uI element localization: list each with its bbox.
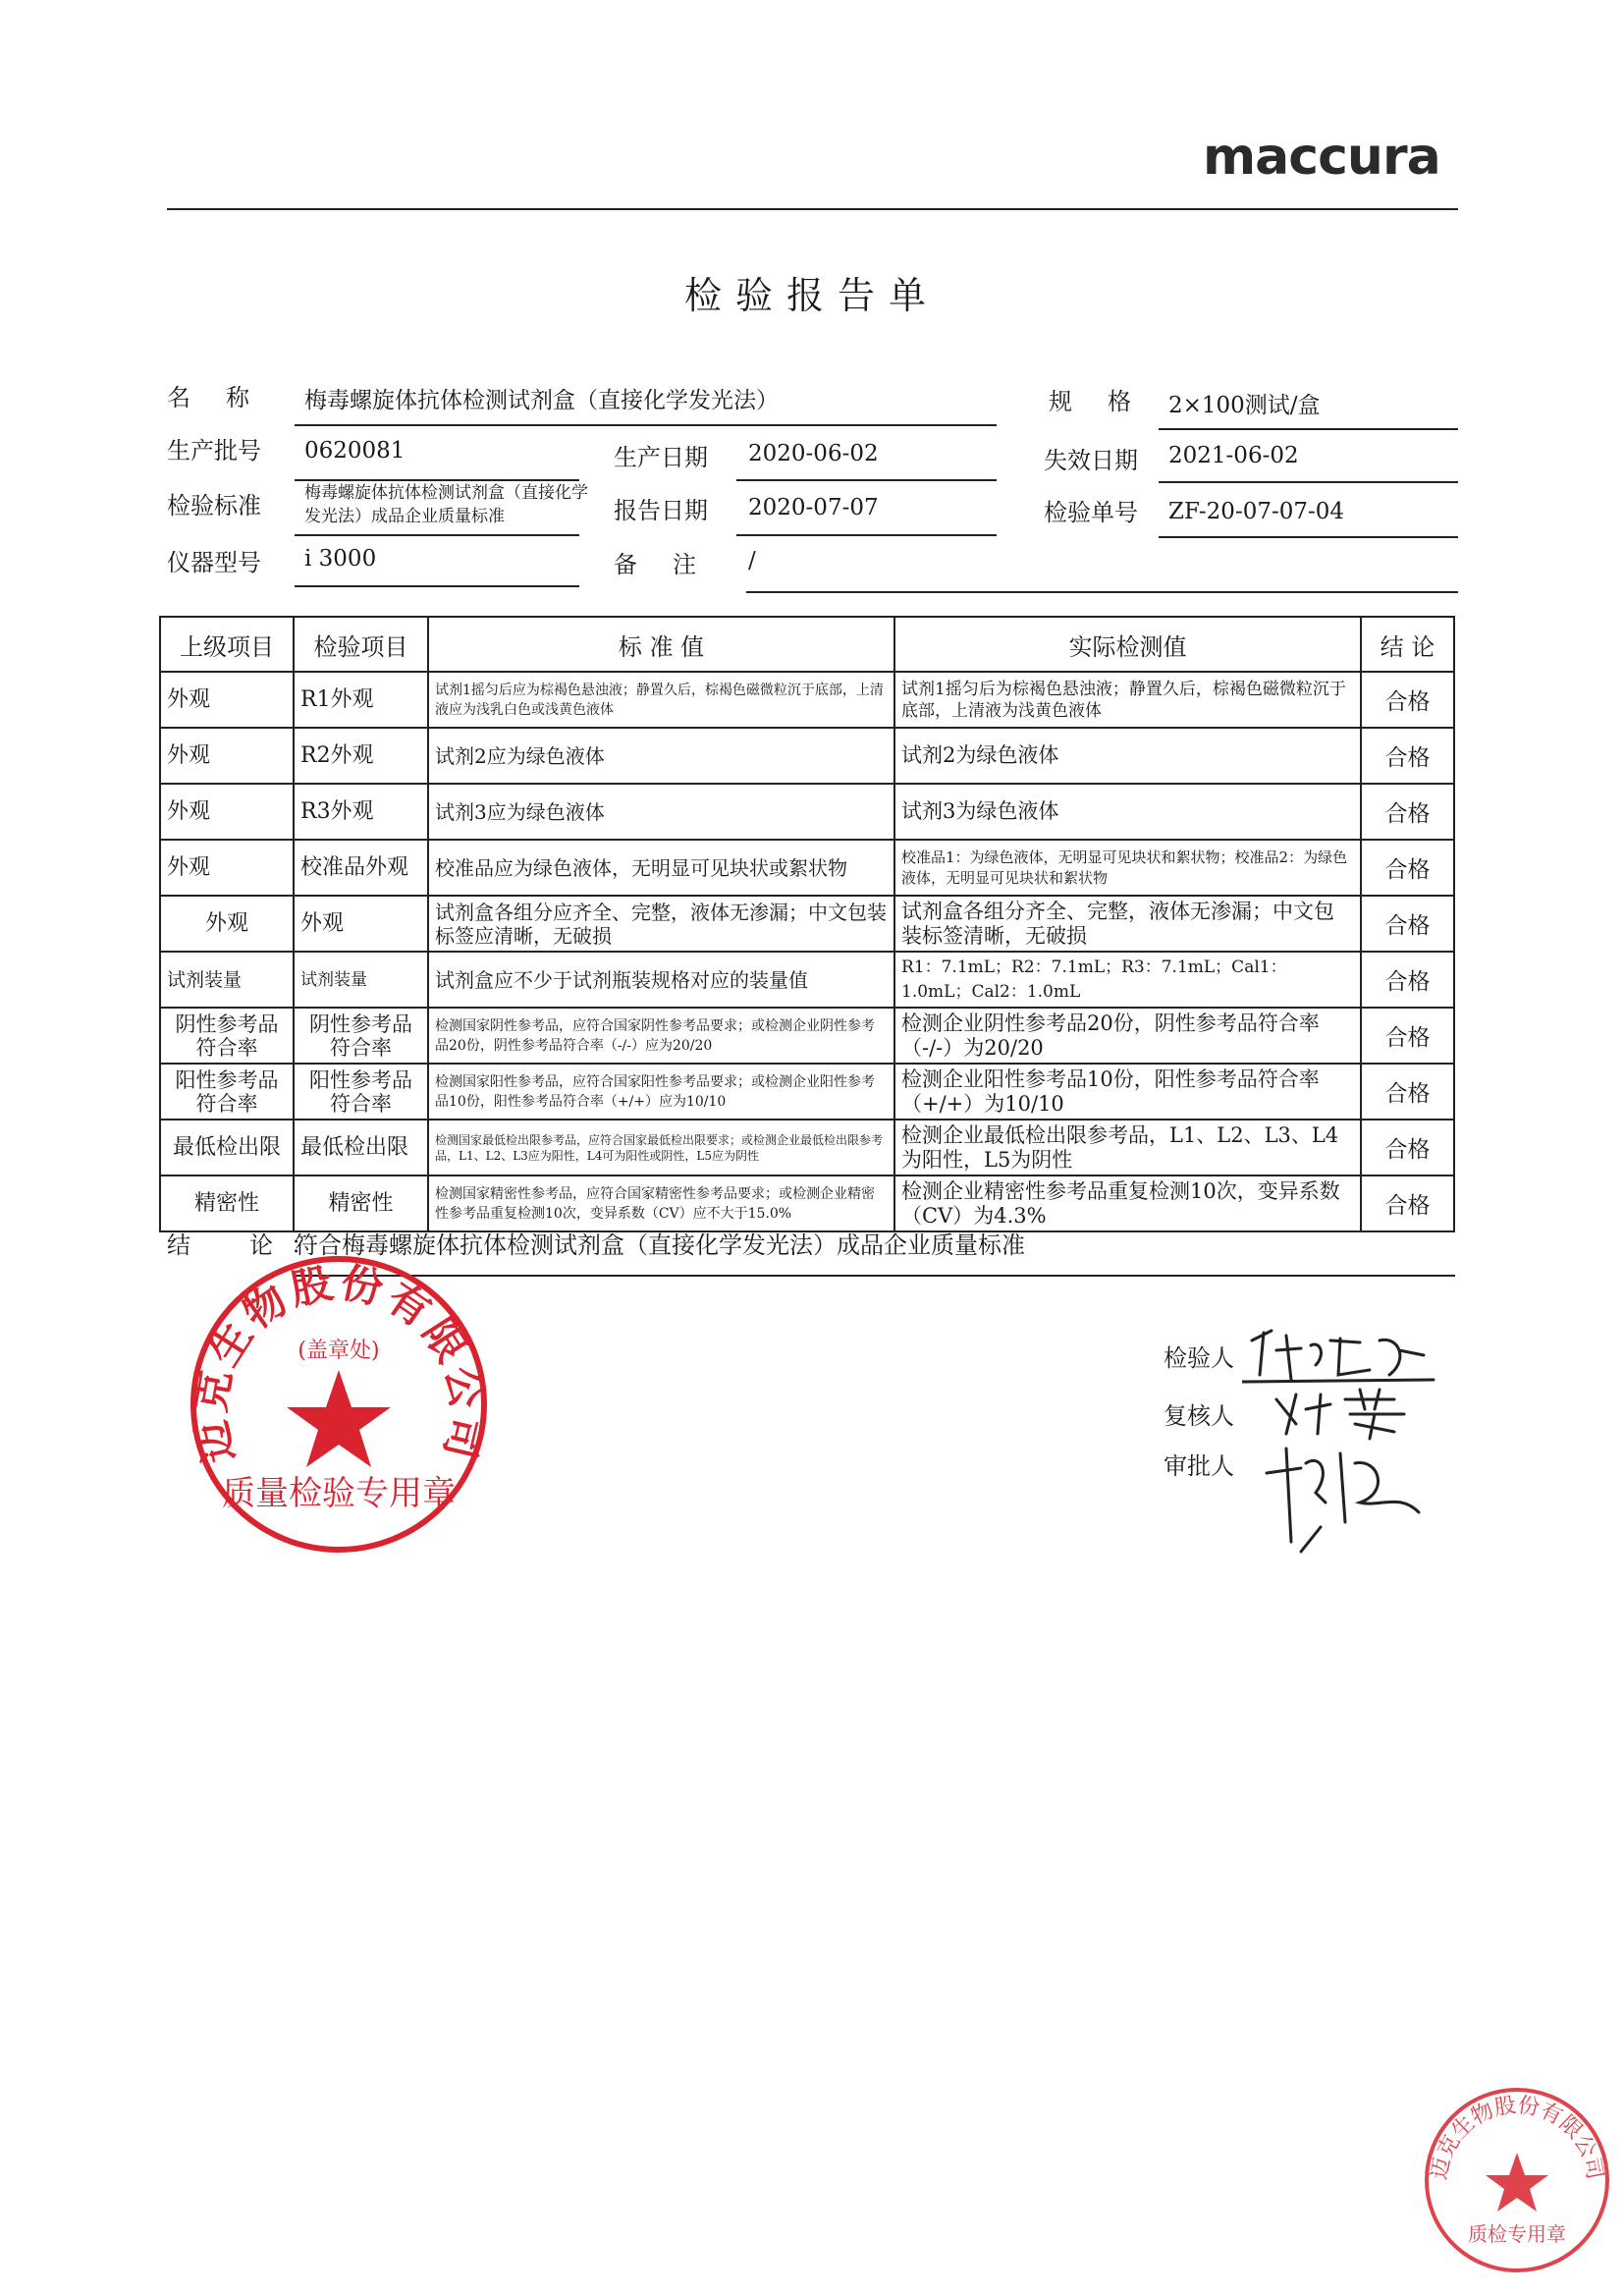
seal-center-text: (盖章处) (298, 1339, 380, 1363)
instrument-label: 仪器型号 (167, 549, 261, 576)
prod-date-label: 生产日期 (614, 444, 708, 471)
cell-result: 合格 (1361, 1175, 1454, 1231)
cell-result: 合格 (1361, 672, 1454, 728)
cell-actual: 试剂1摇匀后为棕褐色悬浊液；静置久后，棕褐色磁微粒沉于底部，上清液为浅黄色液体 (894, 672, 1361, 728)
cell-item: 阴性参考品符合率 (294, 1008, 428, 1064)
signature-inspector (1242, 1321, 1438, 1390)
cell-parent: 外观 (160, 672, 294, 728)
cell-standard: 试剂1摇匀后应为棕褐色悬浊液；静置久后，棕褐色磁微粒沉于底部，上清液应为浅乳白色或浅黄色液体 (428, 672, 894, 728)
remark-underline (746, 591, 1458, 593)
cell-result: 合格 (1361, 1064, 1454, 1120)
cell-actual: 检测企业精密性参考品重复检测10次，变异系数（CV）为4.3% (894, 1175, 1361, 1231)
cell-actual: 检测企业阳性参考品10份，阳性参考品符合率（+/+）为10/10 (894, 1064, 1361, 1120)
inspection-table (159, 616, 1455, 1232)
cell-standard: 试剂2应为绿色液体 (428, 728, 894, 784)
cell-actual: 检测企业最低检出限参考品，L1、L2、L3、L4为阳性，L5为阴性 (894, 1120, 1361, 1175)
cell-actual: 试剂盒各组分齐全、完整，液体无渗漏；中文包装标签清晰，无破损 (894, 896, 1361, 952)
std-underline (295, 534, 579, 536)
cell-standard: 试剂盒各组分应齐全、完整，液体无渗漏；中文包装标签应清晰，无破损 (428, 896, 894, 952)
batch-value: 0620081 (304, 438, 406, 464)
cell-standard: 试剂盒应不少于试剂瓶装规格对应的装量值 (428, 952, 894, 1008)
conclusion-value: 符合梅毒螺旋体抗体检测试剂盒（直接化学发光法）成品企业质量标准 (295, 1231, 1025, 1259)
stamp-company-text: 迈克生物股份有限公司 (1427, 2093, 1607, 2182)
cell-item: 外观 (294, 896, 428, 952)
cell-actual: 试剂3为绿色液体 (894, 784, 1361, 840)
conclusion-label: 结 论： (167, 1231, 332, 1259)
table-row (160, 1175, 1454, 1231)
report-no-label: 检验单号 (1044, 499, 1138, 526)
header-standard: 标 准 值 (428, 617, 894, 672)
header-divider (167, 208, 1458, 210)
exp-date-label: 失效日期 (1044, 447, 1138, 474)
cell-parent: 试剂装量 (160, 952, 294, 1008)
cell-result: 合格 (1361, 952, 1454, 1008)
std-value: 梅毒螺旋体抗体检测试剂盒（直接化学发光法）成品企业质量标准 (304, 483, 588, 526)
header-item: 检验项目 (294, 617, 428, 672)
cell-parent: 外观 (160, 728, 294, 784)
stamp-bottom-text: 质检专用章 (1468, 2222, 1566, 2246)
table-row (160, 1008, 1454, 1064)
cell-actual: 检测企业阴性参考品20份，阴性参考品符合率（-/-）为20/20 (894, 1008, 1361, 1064)
company-logo: maccura (1203, 128, 1440, 187)
exp-date-value: 2021-06-02 (1168, 443, 1299, 468)
stamp-star-icon (1486, 2153, 1548, 2212)
name-underline (295, 424, 997, 426)
remark-label: 备 注 (614, 551, 702, 578)
company-seal (182, 1247, 496, 1561)
cell-item: 最低检出限 (294, 1120, 428, 1175)
cell-parent: 外观 (160, 896, 294, 952)
spec-label: 规 格 (1049, 388, 1137, 415)
cell-parent: 外观 (160, 840, 294, 896)
report-date-underline (736, 534, 997, 536)
batch-label: 生产批号 (167, 437, 261, 465)
cell-item: R3外观 (294, 784, 428, 840)
exp-date-underline (1159, 481, 1458, 483)
seal-bottom-text: 质量检验专用章 (222, 1474, 456, 1513)
table-row (160, 840, 1454, 896)
cell-standard: 校准品应为绿色液体，无明显可见块状或絮状物 (428, 840, 894, 896)
page-title: 检验报告单 (683, 274, 940, 317)
cell-item: 试剂装量 (294, 952, 428, 1008)
spec-value: 2×100测试/盒 (1168, 393, 1321, 418)
cell-actual: R1：7.1mL；R2：7.1mL；R3：7.1mL；Cal1：1.0mL；Cal2：1.0mL (894, 952, 1361, 1008)
cell-parent: 最低检出限 (160, 1120, 294, 1175)
cell-parent: 精密性 (160, 1175, 294, 1231)
cell-result: 合格 (1361, 784, 1454, 840)
header-actual: 实际检测值 (894, 617, 1361, 672)
spec-underline (1159, 428, 1458, 430)
approver-label: 审批人 (1164, 1452, 1234, 1480)
header-result: 结 论 (1361, 617, 1454, 672)
header-parent: 上级项目 (160, 617, 294, 672)
inspector-label: 检验人 (1164, 1344, 1234, 1372)
report-date-value: 2020-07-07 (748, 495, 879, 520)
table-row (160, 1120, 1454, 1175)
seal-star-icon (287, 1370, 391, 1467)
cell-standard: 检测国家阴性参考品，应符合国家阴性参考品要求；或检测企业阴性参考品20份，阴性参考品符合率（-/-）应为20/20 (428, 1008, 894, 1064)
seal-company-text: 迈克生物股份有限公司 (186, 1257, 492, 1468)
signature-approver (1262, 1434, 1438, 1561)
cell-standard: 检测国家精密性参考品，应符合国家精密性参考品要求；或检测企业精密性参考品重复检测10次，变异系数（CV）应不大于15.0% (428, 1175, 894, 1231)
table-row (160, 672, 1454, 728)
prod-date-underline (736, 479, 997, 481)
table-row (160, 784, 1454, 840)
cell-parent: 阴性参考品符合率 (160, 1008, 294, 1064)
table-row (160, 728, 1454, 784)
cell-item: 精密性 (294, 1175, 428, 1231)
quality-stamp (1419, 2082, 1615, 2278)
cell-actual: 试剂2为绿色液体 (894, 728, 1361, 784)
report-date-label: 报告日期 (614, 497, 708, 524)
cell-parent: 外观 (160, 784, 294, 840)
cell-standard: 试剂3应为绿色液体 (428, 784, 894, 840)
cell-result: 合格 (1361, 728, 1454, 784)
cell-result: 合格 (1361, 1120, 1454, 1175)
report-no-underline (1159, 536, 1458, 538)
cell-item: 校准品外观 (294, 840, 428, 896)
table-row (160, 952, 1454, 1008)
cell-result: 合格 (1361, 896, 1454, 952)
cell-standard: 检测国家阳性参考品，应符合国家阳性参考品要求；或检测企业阳性参考品10份，阳性参考品符合率（+/+）应为10/10 (428, 1064, 894, 1120)
prod-date-value: 2020-06-02 (748, 441, 879, 466)
table-row (160, 896, 1454, 952)
cell-item: 阳性参考品符合率 (294, 1064, 428, 1120)
std-label: 检验标准 (167, 492, 261, 519)
cell-result: 合格 (1361, 840, 1454, 896)
cell-result: 合格 (1361, 1008, 1454, 1064)
name-value: 梅毒螺旋体抗体检测试剂盒（直接化学发光法） (304, 388, 779, 413)
cell-standard: 检测国家最低检出限参考品，应符合国家最低检出限要求；或检测企业最低检出限参考品，L1、L2、L3应为阳性，L4可为阳性或阴性，L5应为阴性 (428, 1120, 894, 1175)
name-label: 名 称 (167, 384, 255, 411)
instrument-underline (295, 585, 579, 587)
cell-item: R2外观 (294, 728, 428, 784)
instrument-value: i 3000 (304, 546, 377, 572)
reviewer-label: 复核人 (1164, 1402, 1234, 1430)
remark-value: / (748, 548, 756, 574)
cell-actual: 校准品1：为绿色液体，无明显可见块状和絮状物；校准品2：为绿色液体，无明显可见块状和絮状物 (894, 840, 1361, 896)
report-no-value: ZF-20-07-07-04 (1168, 499, 1345, 524)
cell-item: R1外观 (294, 672, 428, 728)
cell-parent: 阳性参考品符合率 (160, 1064, 294, 1120)
table-row (160, 1064, 1454, 1120)
table-header-row (160, 617, 1454, 672)
